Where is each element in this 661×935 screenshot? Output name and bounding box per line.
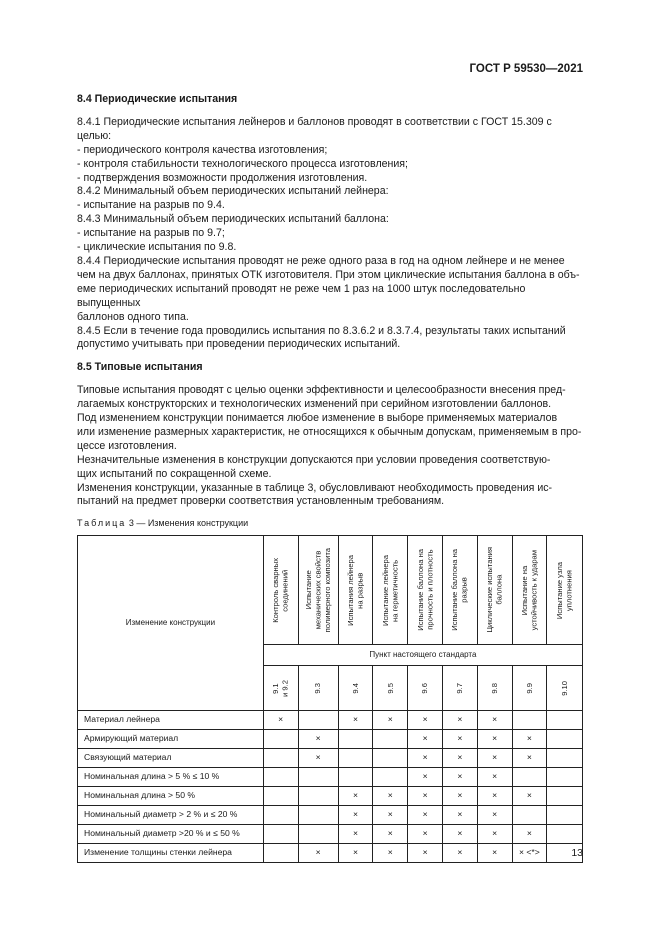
table-caption-title: 3 — Изменения конструкции: [128, 518, 249, 529]
mark-cell: [338, 749, 373, 768]
para-8-4-3: 8.4.3 Минимальный объем периодических испытаний баллона:: [77, 213, 389, 226]
mark-cell: ×: [373, 844, 408, 863]
mark-cell: [263, 787, 298, 806]
mark-cell: [263, 768, 298, 787]
clause-number: 9.7: [442, 666, 477, 711]
mark-cell: [547, 787, 583, 806]
mark-cell: ×: [408, 730, 443, 749]
text-line: лагаемых конструкторских и технологических изменений при серийном изготовлении баллонов.: [77, 398, 552, 411]
list-item: - циклические испытания по 9.8.: [77, 241, 237, 254]
mark-cell: ×: [442, 711, 477, 730]
mark-cell: [547, 768, 583, 787]
text-line: Под изменением конструкции понимается любое изменение в выборе применяемых материалов: [77, 412, 558, 425]
mark-cell: ×: [512, 730, 547, 749]
mark-cell: ×: [477, 844, 512, 863]
text-line: 8.4.5 Если в течение года проводились испытания по 8.3.6.2 и 8.3.7.4, результаты таких испытаний: [77, 324, 566, 337]
table-row: [78, 730, 583, 749]
mark-cell: ×: [373, 711, 408, 730]
mark-cell: [338, 768, 373, 787]
mark-cell: ×: [477, 711, 512, 730]
text-line: еме периодических испытаний проводят не реже чем 1 раз на 1000 штук последовательно выпущенных: [77, 282, 526, 309]
list-item: - испытание на разрыв по 9.4.: [77, 199, 225, 212]
document-body: [77, 93, 583, 863]
text-line: допустимо учитывать при проведении периодических испытаний.: [77, 338, 401, 351]
list-item: - испытание на разрыв по 9.7;: [77, 227, 225, 240]
mark-cell: ×: [408, 844, 443, 863]
table-row: [78, 844, 583, 863]
clause-number: 9.9: [512, 666, 547, 711]
mark-cell: ×: [477, 787, 512, 806]
text-line: пытаний на предмет проверки соответствия установленным требованиям.: [77, 495, 445, 508]
mark-cell: ×: [477, 806, 512, 825]
mark-cell: ×: [373, 787, 408, 806]
mark-cell: ×: [442, 844, 477, 863]
row-label: Связующий материал: [78, 749, 264, 768]
mark-cell: ×: [338, 825, 373, 844]
mark-cell: ×: [298, 730, 338, 749]
col-header: Испытание узла уплотнения: [547, 536, 583, 645]
text-line: или изменение размерных характеристик, не относящихся к обычным допускам, применяемым в про-: [77, 425, 582, 438]
section-8-5-title: 8.5 Типовые испытания: [77, 361, 203, 374]
mark-cell: ×: [442, 787, 477, 806]
text-line: баллонов одного типа.: [77, 310, 189, 323]
para-8-5-4: [77, 482, 583, 510]
clause-number: 9.4: [338, 666, 373, 711]
standard-code: ГОСТ Р 59530—2021: [469, 63, 583, 75]
col-header: Испытание баллона на прочность и плотность: [408, 536, 443, 645]
text-line: цессе изготовления.: [77, 439, 177, 452]
col-header: Испытание лейнера на герметичность: [373, 536, 408, 645]
mark-cell: ×: [263, 711, 298, 730]
mark-cell: [298, 711, 338, 730]
para-8-5-2: [77, 412, 583, 454]
mark-cell: ×: [477, 825, 512, 844]
mark-cell: [338, 730, 373, 749]
mark-cell: [263, 825, 298, 844]
mark-cell: [263, 749, 298, 768]
mark-cell: ×: [408, 749, 443, 768]
mark-cell: [263, 730, 298, 749]
clause-header: Пункт настоящего стандарта: [263, 645, 582, 666]
mark-cell: ×: [442, 825, 477, 844]
list-item: - контроля стабильности технологического процесса изготовления;: [77, 157, 408, 170]
mark-cell: ×: [338, 711, 373, 730]
list-item: - периодического контроля качества изготовления;: [77, 143, 328, 156]
section-8-4-title: 8.4 Периодические испытания: [77, 93, 238, 105]
row-label: Изменение толщины стенки лейнера: [78, 844, 264, 863]
mark-cell: [373, 768, 408, 787]
mark-cell: [298, 787, 338, 806]
mark-cell: ×: [442, 768, 477, 787]
mark-cell: ×: [477, 768, 512, 787]
text-line: щих испытаний по сокращенной схеме.: [77, 467, 272, 480]
mark-cell: [547, 711, 583, 730]
list-item: - подтверждения возможности продолжения изготовления.: [77, 171, 368, 184]
table-row: [78, 768, 583, 787]
goals-list: [77, 144, 583, 186]
mark-cell: ×: [298, 844, 338, 863]
text-line: Типовые испытания проводят с целью оценки эффективности и целесообразности внесения пред-: [77, 384, 566, 397]
para-8-5-3: [77, 454, 583, 482]
design-changes-table: [77, 535, 583, 863]
para-8-4-2: 8.4.2 Минимальный объем периодических испытаний лейнера:: [77, 185, 389, 198]
text-line: чем на двух баллонах, принятых ОТК изготовителя. При этом циклические испытания баллона в объ-: [77, 268, 580, 281]
mark-cell: [373, 749, 408, 768]
para-8-4-1-line1: 8.4.1 Периодические испытания лейнеров и баллонов проводят в соответствии с ГОСТ 15.309 с: [77, 115, 552, 128]
para-8-4-5: [77, 325, 583, 353]
text-line: Изменения конструкции, указанные в таблице 3, обусловливают необходимость проведения ис-: [77, 481, 553, 494]
para-8-4-1-line2: целью:: [77, 129, 112, 142]
col-header: Испытание механических свойств полимерного композита: [298, 536, 338, 645]
row-label: Номинальная длина > 5 % ≤ 10 %: [78, 768, 264, 787]
mark-cell: [512, 711, 547, 730]
col-header: Испытание на устойчивость к ударам: [512, 536, 547, 645]
table-row: [78, 806, 583, 825]
mark-cell: [298, 768, 338, 787]
page-number: 13: [571, 847, 583, 859]
clause-number: 9.3: [298, 666, 338, 711]
mark-cell: ×: [338, 844, 373, 863]
mark-cell: ×: [408, 806, 443, 825]
mark-cell: ×: [408, 825, 443, 844]
mark-cell: [512, 806, 547, 825]
para-8-5-1: [77, 384, 583, 412]
mark-cell: [263, 806, 298, 825]
row-label: Армирующий материал: [78, 730, 264, 749]
mark-cell: ×: [373, 825, 408, 844]
mark-cell: [547, 825, 583, 844]
row-label: Номинальный диаметр >20 % и ≤ 50 %: [78, 825, 264, 844]
table-row: [78, 787, 583, 806]
mark-cell: [298, 825, 338, 844]
mark-cell: ×: [408, 711, 443, 730]
text-line: 8.4.4 Периодические испытания проводят не реже одного раза в год на одном лейнере и не менее: [77, 254, 565, 267]
table-caption: [77, 517, 583, 531]
mark-cell: ×: [338, 787, 373, 806]
mark-cell: ×: [442, 730, 477, 749]
table-caption-prefix: Таблица: [77, 518, 127, 529]
mark-cell: ×: [512, 749, 547, 768]
mark-cell: ×: [512, 825, 547, 844]
mark-cell: ×: [442, 749, 477, 768]
mark-cell: ×: [442, 806, 477, 825]
mark-cell: [263, 844, 298, 863]
mark-cell: ×: [338, 806, 373, 825]
clause-number: 9.8: [477, 666, 512, 711]
mark-cell: × <*>: [512, 844, 547, 863]
mark-cell: [547, 749, 583, 768]
col-header: Циклические испытания баллона: [477, 536, 512, 645]
mark-cell: ×: [408, 768, 443, 787]
row-label: Номинальный диаметр > 2 % и ≤ 20 %: [78, 806, 264, 825]
row-label: Номинальная длина > 50 %: [78, 787, 264, 806]
mark-cell: [512, 768, 547, 787]
col-header: Испытания лейнера на разрыв: [338, 536, 373, 645]
mark-cell: ×: [408, 787, 443, 806]
clause-number: 9.1 и 9.2: [263, 666, 298, 711]
table-row: [78, 825, 583, 844]
mark-cell: [373, 730, 408, 749]
table-row: [78, 749, 583, 768]
corner-header: Изменение конструкции: [78, 536, 264, 711]
clause-number: 9.10: [547, 666, 583, 711]
para-8-4-1: [77, 116, 583, 144]
col-header: Испытание баллона на разрыв: [442, 536, 477, 645]
mark-cell: ×: [373, 806, 408, 825]
row-label: Материал лейнера: [78, 711, 264, 730]
text-line: Незначительные изменения в конструкции допускаются при условии проведения соответствую-: [77, 453, 551, 466]
col-header: Контроль сварных соединений: [263, 536, 298, 645]
mark-cell: ×: [477, 749, 512, 768]
clause-number: 9.5: [373, 666, 408, 711]
clause-number: 9.6: [408, 666, 443, 711]
table-row: [78, 711, 583, 730]
mark-cell: [547, 806, 583, 825]
mark-cell: ×: [477, 730, 512, 749]
mark-cell: ×: [512, 787, 547, 806]
mark-cell: ×: [298, 749, 338, 768]
mark-cell: [298, 806, 338, 825]
para-8-4-4: [77, 255, 583, 325]
mark-cell: [547, 730, 583, 749]
